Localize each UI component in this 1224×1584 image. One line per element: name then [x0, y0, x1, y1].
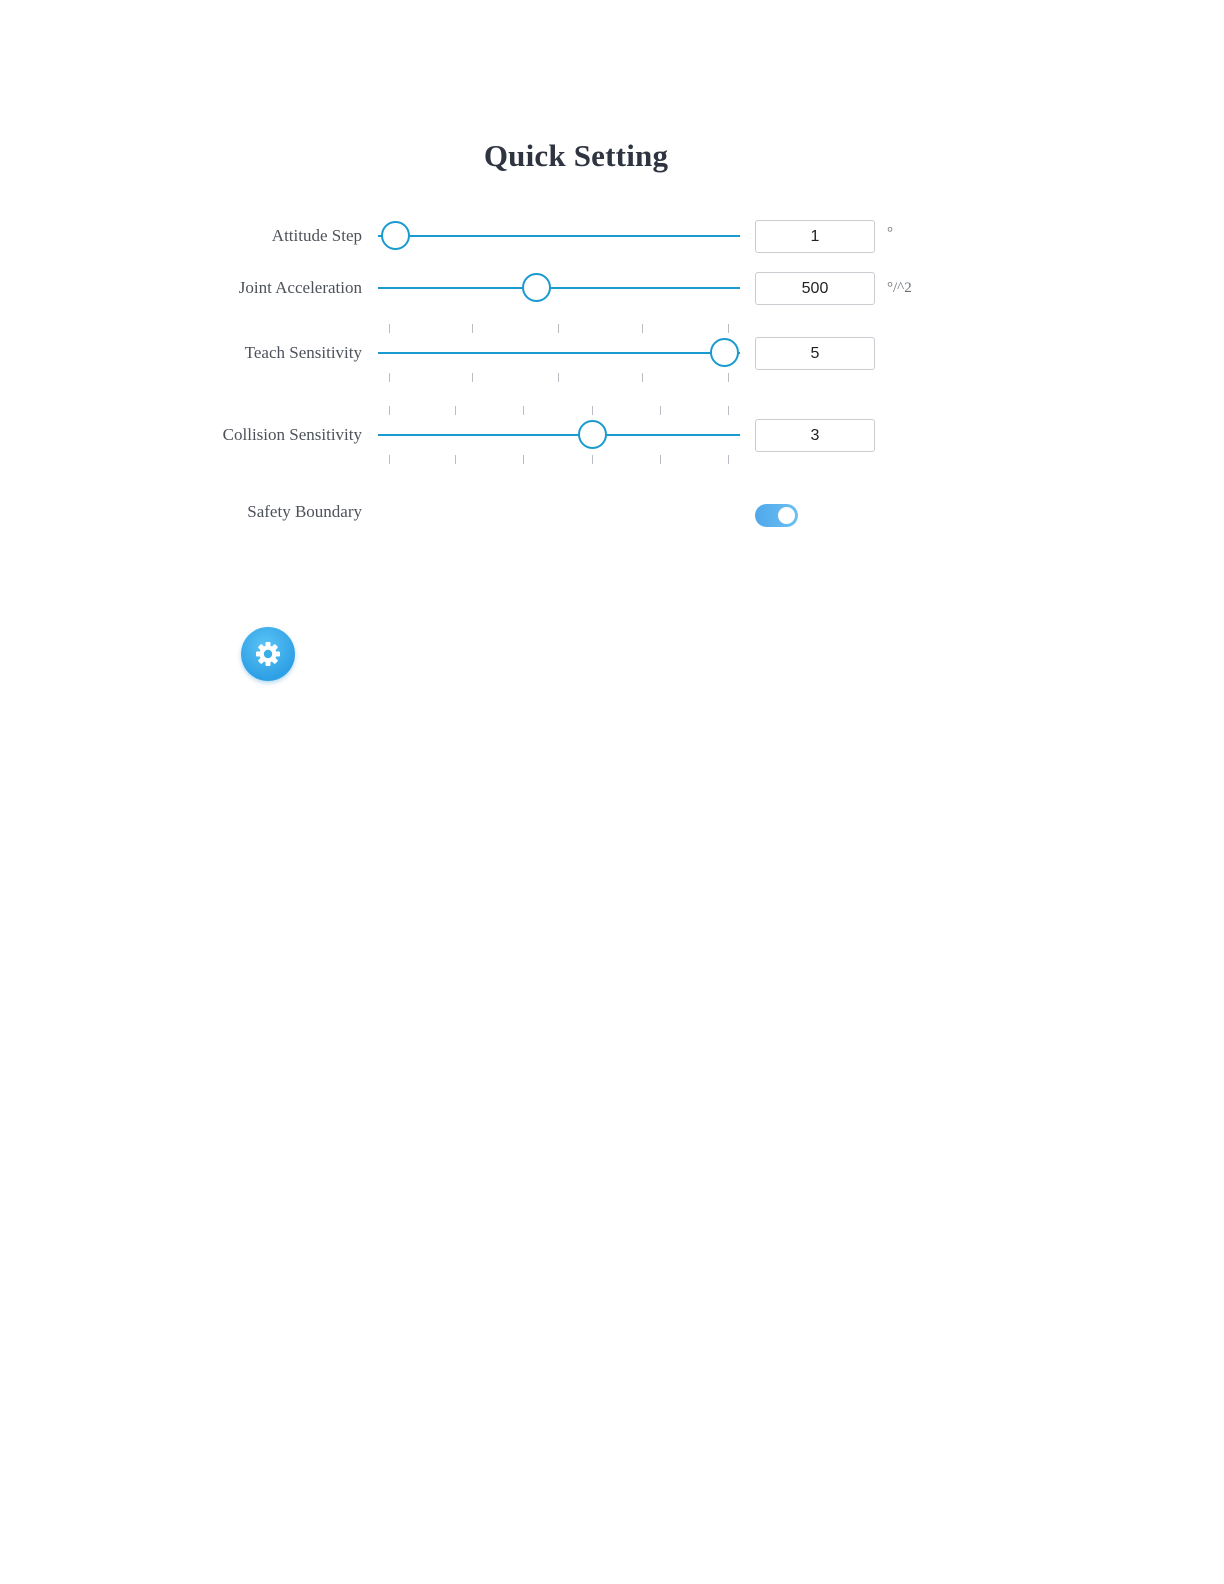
collision-sensitivity-tick — [523, 455, 524, 464]
teach-sensitivity-slider-thumb[interactable] — [710, 338, 739, 367]
joint-acceleration-slider-thumb[interactable] — [522, 273, 551, 302]
joint-acceleration-unit: °/^2 — [887, 280, 912, 296]
teach-sensitivity-tick — [558, 324, 559, 333]
collision-sensitivity-tick — [660, 406, 661, 415]
teach-sensitivity-label: Teach Sensitivity — [244, 343, 362, 362]
joint-acceleration-label: Joint Acceleration — [238, 278, 362, 297]
teach-sensitivity-tick — [642, 373, 643, 382]
attitude-step-unit: ° — [887, 225, 893, 241]
collision-sensitivity-tick — [455, 455, 456, 464]
collision-sensitivity-tick — [728, 406, 729, 415]
teach-sensitivity-tick — [728, 324, 729, 333]
joint-acceleration-slider-track[interactable] — [378, 287, 740, 289]
collision-sensitivity-tick — [389, 455, 390, 464]
teach-sensitivity-tick — [728, 373, 729, 382]
teach-sensitivity-tick — [472, 324, 473, 333]
collision-sensitivity-input[interactable]: 3 — [755, 419, 875, 452]
attitude-step-label: Attitude Step — [271, 226, 362, 245]
attitude-step-input[interactable]: 1 — [755, 220, 875, 253]
collision-sensitivity-label: Collision Sensitivity — [222, 425, 362, 444]
teach-sensitivity-slider-track[interactable] — [378, 352, 740, 354]
settings-fab-button[interactable] — [241, 627, 295, 681]
teach-sensitivity-input[interactable]: 5 — [755, 337, 875, 370]
attitude-step-slider-track[interactable] — [378, 235, 740, 237]
collision-sensitivity-tick — [389, 406, 390, 415]
collision-sensitivity-tick — [728, 455, 729, 464]
collision-sensitivity-tick — [592, 406, 593, 415]
attitude-step-slider-thumb[interactable] — [381, 221, 410, 250]
teach-sensitivity-tick — [389, 324, 390, 333]
joint-acceleration-input[interactable]: 500 — [755, 272, 875, 305]
teach-sensitivity-tick — [642, 324, 643, 333]
collision-sensitivity-tick — [455, 406, 456, 415]
teach-sensitivity-tick — [558, 373, 559, 382]
safety-boundary-toggle[interactable] — [755, 504, 798, 527]
toggle-knob — [778, 507, 795, 524]
gear-icon — [254, 640, 282, 668]
collision-sensitivity-slider-thumb[interactable] — [578, 420, 607, 449]
collision-sensitivity-tick — [660, 455, 661, 464]
collision-sensitivity-tick — [523, 406, 524, 415]
collision-sensitivity-tick — [592, 455, 593, 464]
teach-sensitivity-tick — [389, 373, 390, 382]
safety-boundary-label: Safety Boundary — [247, 502, 362, 521]
teach-sensitivity-tick — [472, 373, 473, 382]
page-title: Quick Setting — [483, 138, 669, 173]
collision-sensitivity-slider-track[interactable] — [378, 434, 740, 436]
